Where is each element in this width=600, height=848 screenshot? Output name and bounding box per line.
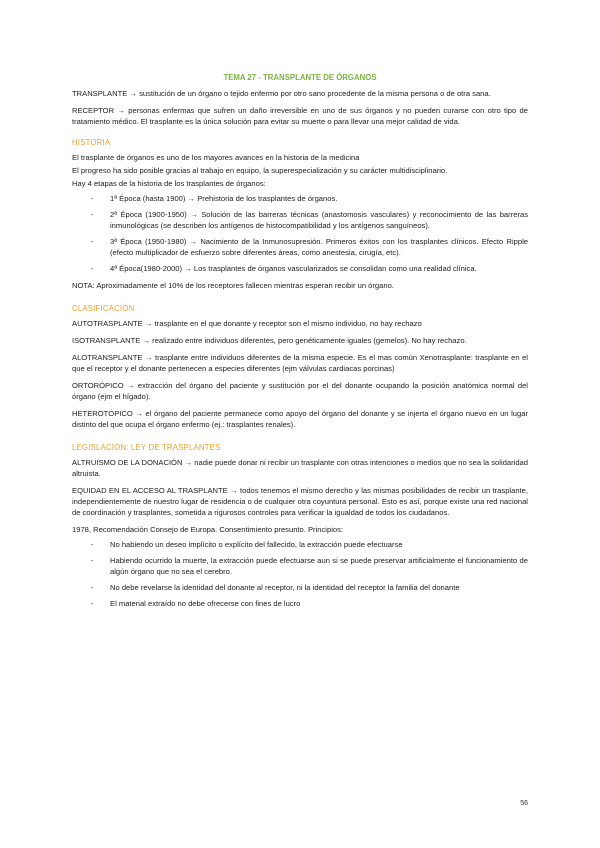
clasificacion-heading: CLASIFICACIÓN: [72, 304, 135, 313]
stage-text: 1ª Época (hasta 1900) → Prehistoria de los trasplantes de órganos.: [110, 194, 338, 203]
page-title: TEMA 27 - TRANSPLANTE DE ÓRGANOS: [223, 73, 377, 82]
list-item: [72, 263, 528, 274]
dash-bullet-icon: -: [91, 210, 94, 219]
principle-text: No debe revelarse la identidad del donante al receptor, ni la identidad del receptor la familia del donante: [110, 583, 460, 592]
legislacion-item: EQUIDAD EN EL ACCESO AL TRASPLANTE → todos tenemos el mismo derecho y las mismas posibilidades de recibir un trasplante, independientemente de nuestro lugar de residencia o de cualquier otra coyuntura personal. Esto es así, porque existe una red nacional de coordinación y trasplantes, sometida a rigurosos controles para verificar la igualdad de todos los ciudadanos.: [72, 486, 528, 517]
dash-bullet-icon: -: [91, 540, 94, 549]
legislacion-item: ALTRUISMO DE LA DONACIÓN → nadie puede donar ni recibir un trasplante con otras intenciones o medios que no sea la solidaridad altruista.: [72, 458, 528, 478]
principles-list: [72, 539, 528, 609]
stage-text: 4ª Época(1980-2000) → Los trasplantes de órganos vascularizados se consolidan como una realidad clínica.: [110, 264, 477, 273]
historia-stages-list: [72, 193, 528, 274]
document-page: [72, 72, 528, 615]
list-item: [72, 193, 528, 204]
list-item: [72, 539, 528, 550]
receptor-definition: RECEPTOR → personas enfermas que sufren un daño irreversible en uno de sus órganos y no pueden curarse con otro tipo de tratamiento médico. El trasplante es la única solución para evitar su muerte o para llevar una mejor calidad de vida.: [72, 106, 528, 126]
clasificacion-item: AUTOTRASPLANTE → trasplante en el que donante y receptor son el mismo individuo, no hay rechazo: [72, 319, 422, 328]
dash-bullet-icon: -: [91, 583, 94, 592]
list-item: [72, 555, 528, 577]
page-number: 56: [520, 800, 528, 807]
dash-bullet-icon: -: [91, 194, 94, 203]
principle-text: No habiendo un deseo implícito o explícito del fallecido, la extracción puede efectuarse: [110, 540, 403, 549]
clasificacion-item: ALOTRANSPLANTE → trasplante entre individuos diferentes de la misma especie. Es el mas común Xenotrasplante: trasplante en el que el receptor y el donante pertenecen a especies diferentes (ejm válvulas cardiacas porcinas): [72, 353, 528, 373]
recommendation-line: 1978, Recomendación Consejo de Europa. Consentimiento presunto. Principios:: [72, 525, 344, 534]
transplante-definition: TRANSPLANTE → sustitución de un órgano o tejido enfermo por otro sano procedente de la misma persona o de otra sana.: [72, 89, 491, 98]
list-item: [72, 582, 528, 593]
list-item: [72, 598, 528, 609]
historia-line: Hay 4 etapas de la historia de los trasplantes de órganos:: [72, 179, 266, 188]
principle-text: Habiendo ocurrido la muerte, la extracción puede efectuarse aun si se puede preservar artificialmente el funcionamiento de algún órgano que no sea el cerebro.: [110, 556, 528, 576]
list-item: [72, 209, 528, 231]
stage-text: 2ª Época (1900-1950) → Solución de las barreras técnicas (anastomosis vasculares) y reconocimiento de las barreras inmunológicas (se describen los antígenos de histocompatibilidad y los antígenos sanguíneos).: [110, 210, 528, 230]
list-item: [72, 236, 528, 258]
historia-line: El trasplante de órganos es uno de los mayores avances en la historia de la medicina: [72, 153, 360, 162]
clasificacion-item: ORTORÓPICO → extracción del órgano del paciente y sustitución por el del donante ocupando la posición anatómica normal del órgano (ejm el hígado).: [72, 381, 528, 401]
dash-bullet-icon: -: [91, 599, 94, 608]
stage-text: 3ª Época (1950-1980) → Nacimiento de la Inmunosupresión. Primeros éxitos con los trasplantes clínicos. Efecto Ripple (efecto multiplicador de esfuerzo sobre diferentes áreas, como anestesia, cirugía, etc).: [110, 237, 528, 257]
principle-text: El material extraído no debe ofrecerse con fines de lucro: [110, 599, 301, 608]
historia-heading: HISTORIA: [72, 138, 111, 147]
dash-bullet-icon: -: [91, 237, 94, 246]
legislacion-heading: LEGISLACIÓN: LEY DE TRASPLANTES: [72, 443, 221, 452]
historia-line: El progreso ha sido posible gracias al trabajo en equipo, la superespecialización y su carácter multidisciplinario.: [72, 166, 448, 175]
clasificacion-item: HETEROTÓPICO → el órgano del paciente permanece como apoyo del órgano del donante y se injerta el órgano nuevo en un lugar distinto del que ocupa el órgano enfermo (ej.: trasplantes renales).: [72, 409, 528, 429]
dash-bullet-icon: -: [91, 556, 94, 565]
dash-bullet-icon: -: [91, 264, 94, 273]
clasificacion-item: ISOTRANSPLANTE → realizado entre individuos diferentes, pero genéticamente iguales (gemelos). No hay rechazo.: [72, 336, 467, 345]
historia-note: NOTA: Aproximadamente el 10% de los receptores fallecen mientras esperan recibir un órgano.: [72, 281, 394, 290]
